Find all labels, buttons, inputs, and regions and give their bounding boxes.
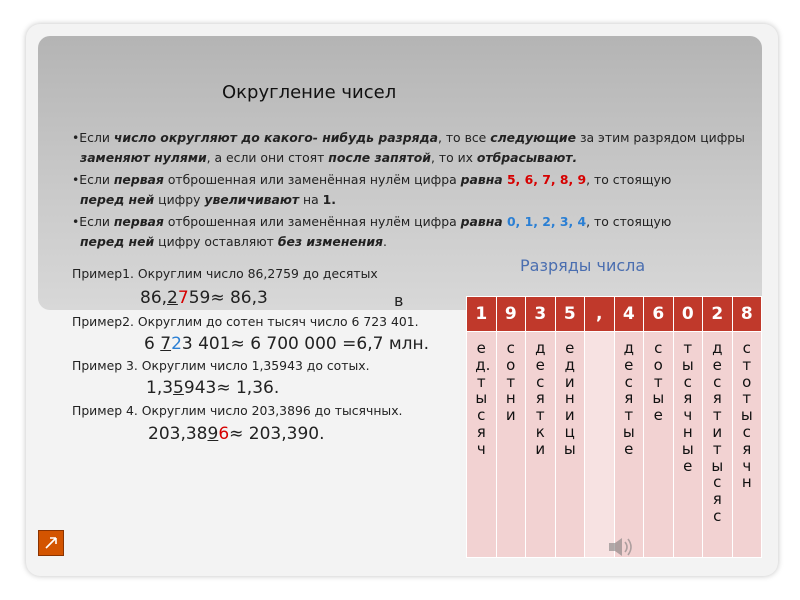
digit-places-title: Разряды числа (520, 256, 646, 275)
digit-cell: 2 (703, 297, 733, 332)
digit-cell: 9 (496, 297, 526, 332)
rule-text-segment: , то стоящую (586, 172, 672, 187)
rule-text-segment: после запятой (328, 149, 431, 165)
rule-text-segment: отброшенная или заменённая нулём цифра (163, 214, 461, 229)
result-segment: 6 (144, 334, 161, 354)
place-cell (496, 332, 526, 558)
rule-1-line2 (72, 148, 752, 168)
result-segment: ≈ 203,390. (229, 424, 325, 444)
result-segment: 86, (140, 288, 168, 308)
rule-2-line2 (72, 190, 752, 210)
rule-3-line2 (72, 232, 752, 252)
example-2-text: Пример2. Округлим до сотен тысяч число 6 723 401. (72, 314, 419, 329)
result-segment: 2 (167, 288, 178, 308)
result-segment: 7 (177, 288, 189, 308)
digit-cell: 8 (732, 297, 762, 332)
example-2-result (144, 334, 429, 354)
rule-text-segment: цифру оставляют (154, 233, 278, 249)
return-arrow-icon (43, 535, 59, 551)
rule-text-segment: 1. (322, 191, 336, 207)
rule-text-segment: •Если (72, 130, 114, 145)
rule-text-segment: первая (113, 214, 164, 229)
digit-cell: 1 (467, 297, 497, 332)
rule-2-line1 (72, 170, 752, 190)
rule-text-segment: следующие (490, 130, 576, 145)
place-name: сотни (505, 339, 516, 425)
place-name: единицы (563, 339, 576, 458)
digit-cell: 0 (673, 297, 703, 332)
digit-places-table (466, 296, 762, 558)
place-cell (703, 332, 733, 558)
result-segment: 1,3 (146, 378, 174, 398)
rule-text-segment: заменяют нулями (80, 149, 207, 165)
digit-cell: , (585, 297, 615, 332)
place-name: ед.тысяч (475, 339, 491, 458)
rule-text-segment: . (383, 233, 387, 249)
result-segment: 3 401≈ 6 700 000 =6,7 млн. (181, 334, 430, 354)
rule-text-segment: , то стоящую (586, 214, 672, 229)
place-cell (526, 332, 556, 558)
rule-text-segment: , то все (437, 130, 491, 145)
place-cell (732, 332, 762, 558)
rule-text-segment: отброшенная или заменённая нулём цифра (163, 172, 461, 187)
place-name: стотысячн (740, 339, 753, 492)
rule-1-line1 (72, 128, 752, 148)
place-cell (555, 332, 585, 558)
digit-cell: 3 (526, 297, 556, 332)
result-segment: 203,38 (148, 424, 208, 444)
speaker-icon[interactable] (608, 536, 636, 558)
rule-text-segment: число округляют до какого- нибудь разряда (113, 130, 438, 145)
result-segment: 943≈ 1,36. (183, 378, 280, 398)
place-cell (644, 332, 674, 558)
example-3-text: Пример 3. Округлим число 1,35943 до сотых. (72, 358, 370, 373)
rule-3-line1 (72, 212, 752, 232)
digit-cell: 4 (614, 297, 644, 332)
stray-letter: в (394, 291, 404, 310)
result-segment: 6 (218, 424, 230, 444)
place-cell-blank (585, 332, 615, 558)
rule-3 (72, 212, 752, 251)
example-4-result (148, 424, 325, 444)
example-1-result (140, 288, 268, 308)
rule-text-segment: •Если (72, 172, 114, 187)
digit-cell: 6 (644, 297, 674, 332)
rule-text-segment: , а если они стоят (206, 149, 329, 165)
result-segment: 7 (160, 334, 172, 354)
place-row (467, 332, 762, 558)
return-nav-button[interactable] (38, 530, 64, 556)
slide-title: Округление чисел (222, 82, 397, 103)
rule-1 (72, 128, 752, 167)
place-cell (614, 332, 644, 558)
rule-text-segment: перед ней (80, 233, 155, 249)
rule-text-segment: на (299, 191, 323, 207)
rule-text-segment: 5, 6, 7, 8, 9 (502, 172, 587, 187)
rule-text-segment: без изменения (277, 233, 383, 249)
rule-text-segment: цифру (154, 191, 205, 207)
rule-text-segment: увеличивают (204, 191, 300, 207)
rule-text-segment: перед ней (80, 191, 155, 207)
place-name: сотые (652, 339, 665, 425)
example-4-text: Пример 4. Округлим число 203,3896 до тысячных. (72, 403, 403, 418)
rule-text-segment: 0, 1, 2, 3, 4 (502, 214, 587, 229)
place-cell (467, 332, 497, 558)
rule-text-segment: , то их (430, 149, 477, 165)
rule-text-segment: отбрасывают. (476, 149, 578, 165)
place-name: десятые (622, 339, 635, 458)
digit-row (467, 297, 762, 332)
example-3-result (146, 378, 279, 398)
rule-text-segment: равна (460, 172, 503, 187)
rules-list (72, 128, 752, 254)
place-cell (673, 332, 703, 558)
example-1-text: Пример1. Округлим число 86,2759 до десятых (72, 266, 378, 281)
rule-text-segment: первая (113, 172, 164, 187)
rule-2 (72, 170, 752, 209)
rule-text-segment: равна (460, 214, 503, 229)
place-name: десятитысяс (711, 339, 724, 525)
digit-cell: 5 (555, 297, 585, 332)
rule-text-segment: за этим разрядом цифры (576, 130, 745, 145)
rule-text-segment: •Если (72, 214, 114, 229)
result-segment: 9 (207, 424, 219, 444)
result-segment: 59≈ 86,3 (188, 288, 268, 308)
result-segment: 5 (173, 378, 184, 398)
place-name: десятки (535, 339, 546, 458)
place-name: тысячные (681, 339, 694, 475)
result-segment: 2 (171, 334, 182, 354)
